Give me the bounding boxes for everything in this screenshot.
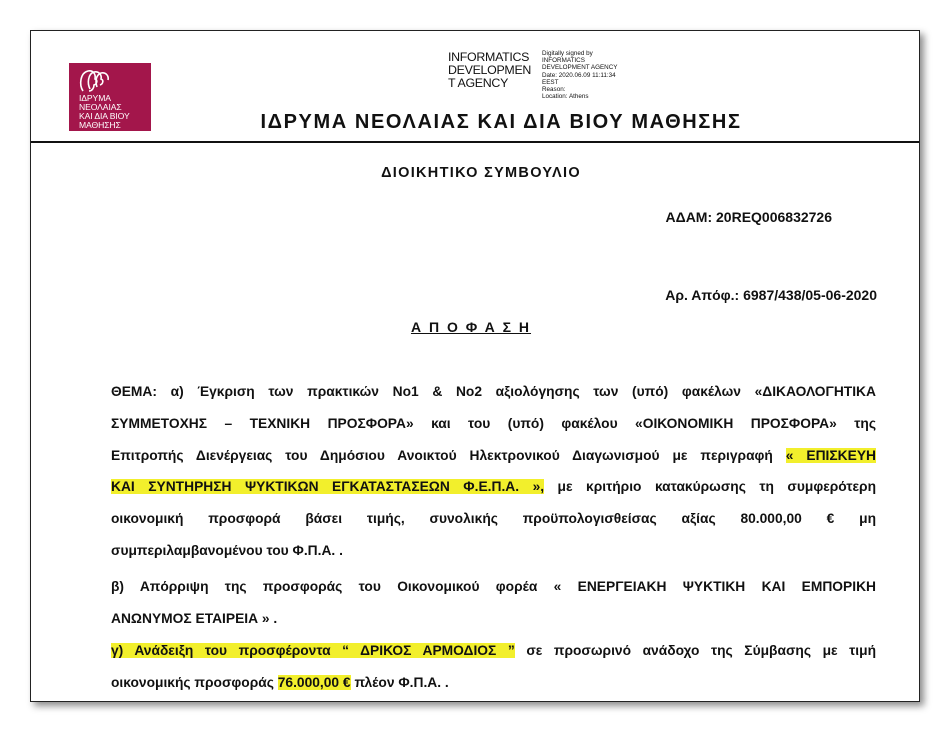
heads-silhouette-icon (77, 65, 113, 93)
subject-paragraph-c (111, 635, 876, 699)
text-segment: σε προσωρινό ανάδοχο της Σύμβασης με τιμή (514, 643, 876, 658)
text-line: ΑΝΩΝΥΜΟΣ ΕΤΑΙΡΕΙΑ » . (111, 610, 278, 626)
text-line (111, 440, 876, 472)
institution-name: ΙΔΡΥΜΑ ΝΕΟΛΑΙΑΣ ΚΑΙ ΔΙΑ ΒΙΟΥ ΜΑΘΗΣΗΣ (260, 111, 742, 133)
signer-org-line: INFORMATICS (448, 50, 530, 64)
highlighted-text: 76.000,00 € (277, 674, 351, 690)
adam-number: ΑΔΑΜ: 20REQ006832726 (665, 209, 832, 225)
text-line (111, 667, 876, 699)
text-line: ΣΥΜΜΕΤΟΧΗΣ – ΤΕΧΝΙΚΗ ΠΡΟΣΦΟΡΑ» και του (υπό) φακέλου «ΟΙΚΟΝΟΜΙΚΗ ΠΡΟΣΦΟΡΑ» της (111, 415, 876, 431)
signer-organization (448, 51, 542, 90)
signature-line: Reason: (542, 86, 566, 94)
signature-line: Digitally signed by (542, 50, 593, 57)
header-divider (31, 141, 919, 143)
signer-org-line: T AGENCY (448, 76, 509, 90)
signer-org-line: DEVELOPMEN (448, 63, 532, 77)
signature-line: DEVELOPMENT AGENCY (542, 64, 618, 72)
document-page (30, 30, 920, 702)
text-line (111, 635, 876, 667)
logo-line: ΝΕΟΛΑΙΑΣ (79, 102, 122, 112)
signature-line: INFORMATICS (542, 57, 585, 65)
signature-line: Location: Athens (542, 93, 589, 101)
logo-line: ΚΑΙ ΔΙΑ ΒΙΟΥ (79, 111, 130, 121)
institution-logo (69, 63, 151, 131)
logo-line: ΙΔΡΥΜΑ (79, 93, 111, 103)
text-segment: πλέον Φ.Π.Α. . (350, 674, 449, 690)
text-segment: Επιτροπής Διενέργειας του Δημόσιου Ανοικτού Ηλεκτρονικού Διαγωνισμού με περιγραφή (111, 447, 786, 463)
subject-paragraph-b (111, 571, 876, 635)
text-segment: με κριτήριο κατακύρωσης τη συμφερότερη (544, 479, 876, 495)
digital-signature-details (542, 50, 617, 100)
decision-title: Α Π Ο Φ Α Σ Η (410, 319, 532, 335)
text-line: ΘΕΜΑ: α) Έγκριση των πρακτικών Νο1 & Νο2 αξιολόγησης των (υπό) φακέλων «ΔΙΚΑΟΛΟΓΗΤΙΚΑ (111, 384, 876, 399)
decision-number: Αρ. Απόφ.: 6987/438/05-06-2020 (665, 287, 877, 303)
highlighted-text: « ΕΠΙΣΚΕΥΗ (785, 447, 876, 463)
highlighted-text: γ) Ανάδειξη του προσφέροντα “ ΔΡΙΚΟΣ ΑΡΜΟΔΙΟΣ ” (111, 643, 515, 658)
subject-paragraph-a (111, 376, 876, 567)
highlighted-text: ΚΑΙ ΣΥΝΤΗΡΗΣΗ ΨΥΚΤΙΚΩΝ ΕΓΚΑΤΑΣΤΑΣΕΩΝ Φ.Ε.Π.Α. », (111, 479, 545, 495)
logo-line: ΜΑΘΗΣΗΣ (79, 120, 121, 130)
board-title: ΔΙΟΙΚΗΤΙΚΟ ΣΥΜΒΟΥΛΙΟ (381, 165, 581, 181)
logo-text (79, 94, 130, 130)
text-line: συμπεριλαμβανομένου του Φ.Π.Α. . (111, 542, 343, 558)
text-line: οικονομική προσφορά βάσει τιμής, συνολικής προϋπολογισθείσας αξίας 80.000,00 € μη (111, 511, 876, 527)
text-segment: οικονομικής προσφοράς (111, 674, 278, 690)
text-line (111, 471, 876, 503)
signature-line: EEST (542, 78, 559, 86)
text-line: β) Απόρριψη της προσφοράς του Οικονομικού φορέα « ΕΝΕΡΓΕΙΑΚΗ ΨΥΚΤΙΚΗ ΚΑΙ ΕΜΠΟΡΙΚΗ (111, 579, 876, 594)
signature-line: Date: 2020.06.09 11:11:34 (542, 71, 616, 79)
